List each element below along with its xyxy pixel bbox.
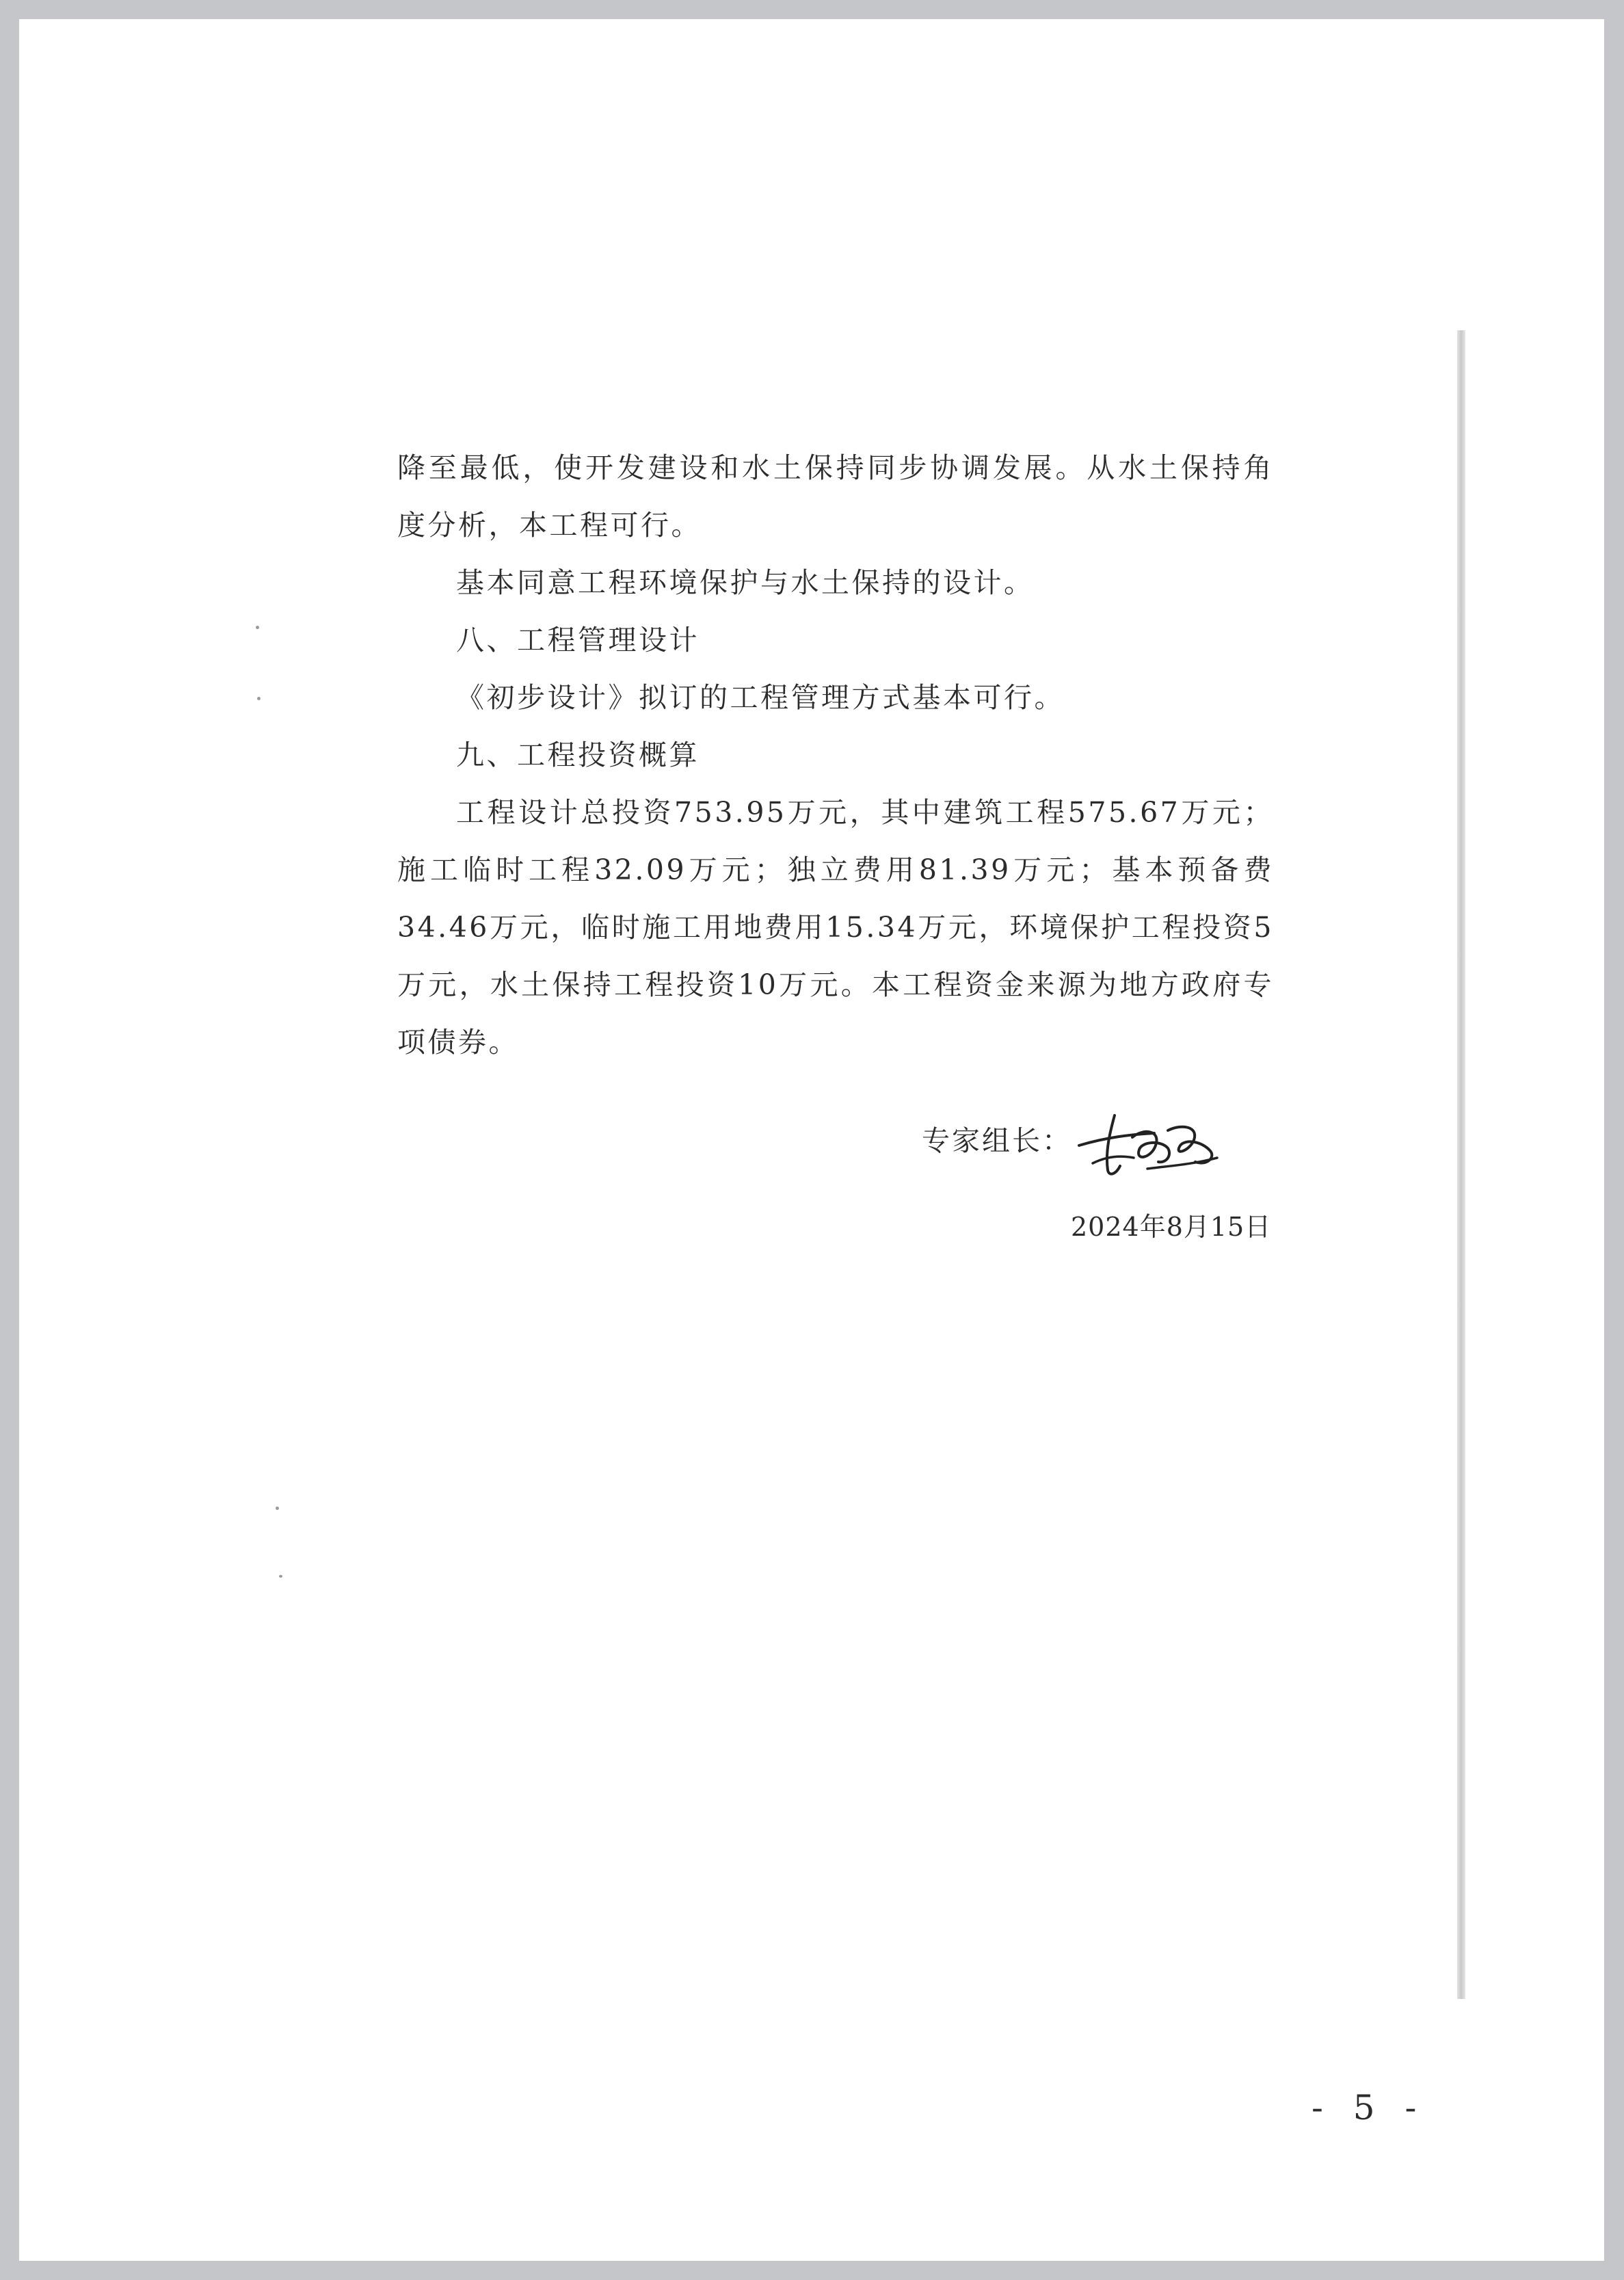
paragraph-soil-conservation-conclusion: 降至最低，使开发建设和水土保持同步协调发展。从水土保持角度分析，本工程可行。 [397, 451, 1274, 542]
document-page [19, 19, 1604, 2261]
handwritten-signature [1065, 1103, 1229, 1185]
page-number: - 5 - [1312, 2088, 1426, 2127]
section-heading-investment-estimate: 九、工程投资概算 [456, 739, 700, 771]
signature-block [922, 1103, 1277, 1192]
paragraph-environment-agreement: 基本同意工程环境保护与水土保持的设计。 [456, 566, 1035, 599]
scan-speck [257, 697, 261, 700]
signature-label: 专家组长： [922, 1124, 1072, 1157]
document-body [397, 439, 1274, 1071]
paragraph-management-method: 《初步设计》拟订的工程管理方式基本可行。 [456, 681, 1065, 714]
section-heading-engineering-management: 八、工程管理设计 [456, 624, 700, 657]
scan-edge-shadow [1457, 330, 1465, 1999]
paragraph-investment-details: 工程设计总投资753.95万元，其中建筑工程575.67万元；施工临时工程32.09万元；独立费用81.39万元；基本预备费34.46万元，临时施工用地费用15.34万元，环境保护工程投资5万元，水土保持工程投资10万元。本工程资金来源为地方政府专项债券。 [397, 796, 1274, 1059]
scan-speck [279, 1575, 282, 1578]
scan-speck [256, 626, 259, 629]
document-date: 2024年8月15日 [1071, 1212, 1272, 1242]
scan-speck [276, 1507, 279, 1510]
